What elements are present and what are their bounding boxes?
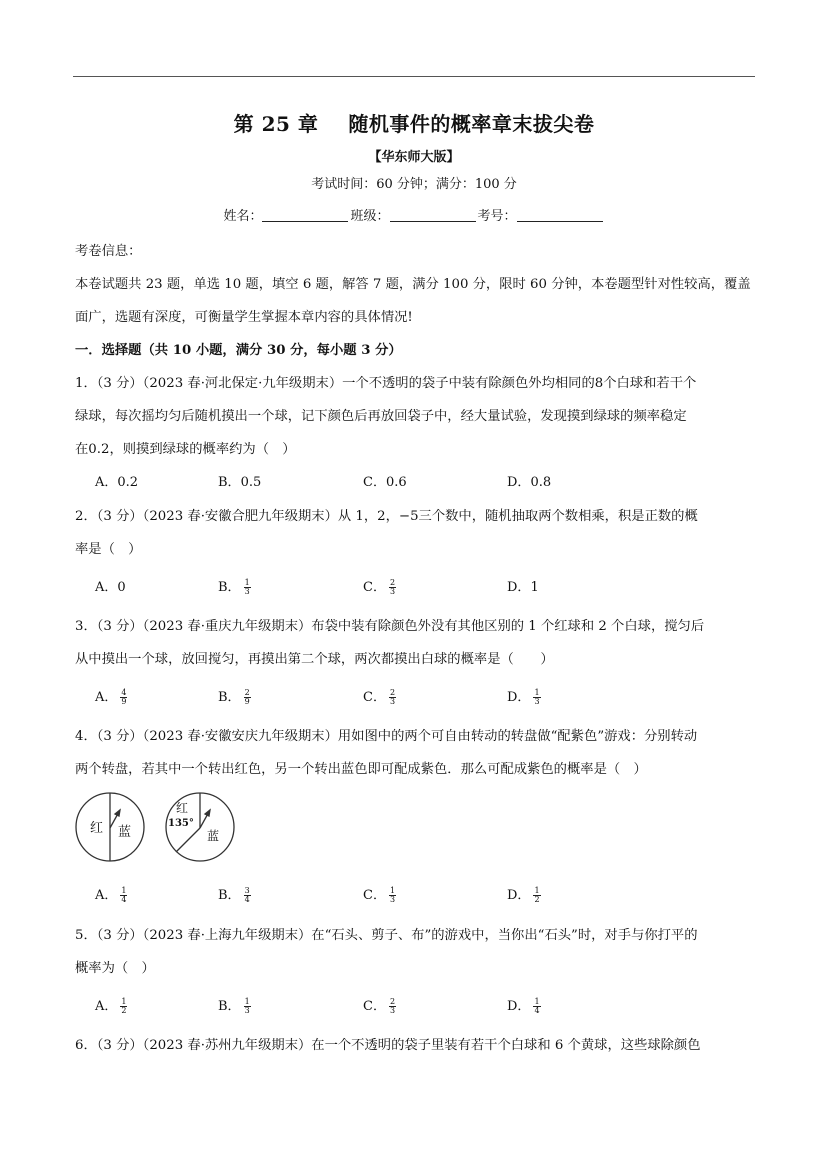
info-line: 本卷试题共 23 题，单选 10 题，填空 6 题，解答 7 题，满分 100 分，限时 60 分钟，本卷题型针对性较高，覆盖 xyxy=(75,277,751,292)
left-red-label: 红 xyxy=(90,821,104,836)
option-c[interactable]: C． $\frac{2}{3}$ xyxy=(363,578,396,596)
option-b[interactable]: B． $\frac{1}{3}$ xyxy=(218,578,250,596)
question-line: 4．（3 分）（2023 春·安徽安庆九年级期末）用如图中的两个可自由转动的转盘做“配紫色”游戏：分别转动 xyxy=(75,729,698,744)
right-red-label: 红 xyxy=(176,801,189,815)
options-row xyxy=(95,686,755,706)
class-label: 班级： xyxy=(350,209,390,224)
question-line: 概率为（ ） xyxy=(75,961,155,976)
right-blue-label: 蓝 xyxy=(207,829,220,843)
class-blank[interactable] xyxy=(390,208,476,222)
question-line: 从中摸出一个球，放回搅匀，再摸出第二个球，两次都摸出白球的概率是（ ） xyxy=(75,652,554,667)
option-a[interactable]: A． $\frac{4}{9}$ xyxy=(95,688,127,706)
question-line: 6．（3 分）（2023 春·苏州九年级期末）在一个不透明的袋子里装有若干个白球和 6 个黄球，这些球除颜色 xyxy=(75,1038,701,1053)
option-b[interactable]: B． $\frac{1}{3}$ xyxy=(218,997,250,1015)
question-line: 在0.2，则摸到绿球的概率约为（ ） xyxy=(75,442,296,457)
question-line: 3．（3 分）（2023 春·重庆九年级期末）布袋中装有除颜色外没有其他区别的 1 个红球和 2 个白球，搅匀后 xyxy=(75,619,705,634)
id-blank[interactable] xyxy=(517,208,603,222)
question-line: 5．（3 分）（2023 春·上海九年级期末）在“石头、剪子、布”的游戏中，当你出“石头”时，对手与你打平的 xyxy=(75,928,698,943)
options-row xyxy=(95,471,755,491)
option-d[interactable]: D．1 xyxy=(507,580,539,595)
option-a[interactable]: A．0.2 xyxy=(95,475,139,490)
edition-label: 【华东师大版】 xyxy=(368,150,460,165)
question-line: 率是（ ） xyxy=(75,542,142,557)
angle-label: 135° xyxy=(168,818,194,829)
option-c[interactable]: C． $\frac{2}{3}$ xyxy=(363,997,396,1015)
option-a[interactable]: A． $\frac{1}{4}$ xyxy=(95,886,127,904)
option-d[interactable]: D． $\frac{1}{2}$ xyxy=(507,886,540,904)
options-row xyxy=(95,576,755,596)
title-chapter: 第 25 章 xyxy=(233,112,319,136)
option-c[interactable]: C．0.6 xyxy=(363,475,407,490)
left-blue-label: 蓝 xyxy=(118,825,132,840)
info-line: 面广，选题有深度，可衡量学生掌握本章内容的具体情况! xyxy=(75,310,413,325)
option-b[interactable]: B． $\frac{2}{9}$ xyxy=(218,688,250,706)
name-blank[interactable] xyxy=(262,208,348,222)
spinner-figure xyxy=(73,788,243,866)
option-a[interactable]: A． $\frac{1}{2}$ xyxy=(95,997,127,1015)
student-info-row xyxy=(73,205,755,224)
option-d[interactable]: D． $\frac{1}{3}$ xyxy=(507,688,540,706)
section-title: 一．选择题（共 10 小题，满分 30 分，每小题 3 分） xyxy=(75,343,402,358)
option-d[interactable]: D． $\frac{1}{4}$ xyxy=(507,997,540,1015)
question-line: 2．（3 分）（2023 春·安徽合肥九年级期末）从 1，2，−5三个数中，随机抽取两个数相乘，积是正数的概 xyxy=(75,509,698,524)
info-heading: 考卷信息： xyxy=(75,244,142,259)
question-line: 绿球，每次摇均匀后随机摸出一个球，记下颜色后再放回袋子中，经大量试验，发现摸到绿球的频率稳定 xyxy=(75,409,687,424)
option-d[interactable]: D．0.8 xyxy=(507,475,552,490)
header-rule xyxy=(73,76,755,77)
option-b[interactable]: B．0.5 xyxy=(218,475,262,490)
options-row xyxy=(95,995,755,1015)
option-c[interactable]: C． $\frac{2}{3}$ xyxy=(363,688,396,706)
option-b[interactable]: B． $\frac{3}{4}$ xyxy=(218,886,250,904)
question-line: 两个转盘，若其中一个转出红色，另一个转出蓝色即可配成紫色．那么可配成紫色的概率是（ ） xyxy=(75,762,647,777)
options-row xyxy=(95,884,755,904)
page-title xyxy=(73,108,755,137)
exam-info: 考试时间：60 分钟；满分：100 分 xyxy=(311,177,517,192)
name-label: 姓名： xyxy=(223,209,263,224)
id-label: 考号： xyxy=(477,209,517,224)
title-text: 随机事件的概率章末拔尖卷 xyxy=(348,112,595,136)
left-spinner xyxy=(76,793,144,861)
option-a[interactable]: A．0 xyxy=(95,580,126,595)
option-c[interactable]: C． $\frac{1}{3}$ xyxy=(363,886,396,904)
question-line: 1．（3 分）（2023 春·河北保定·九年级期末）一个不透明的袋子中装有除颜色外均相同的8个白球和若干个 xyxy=(75,376,697,391)
